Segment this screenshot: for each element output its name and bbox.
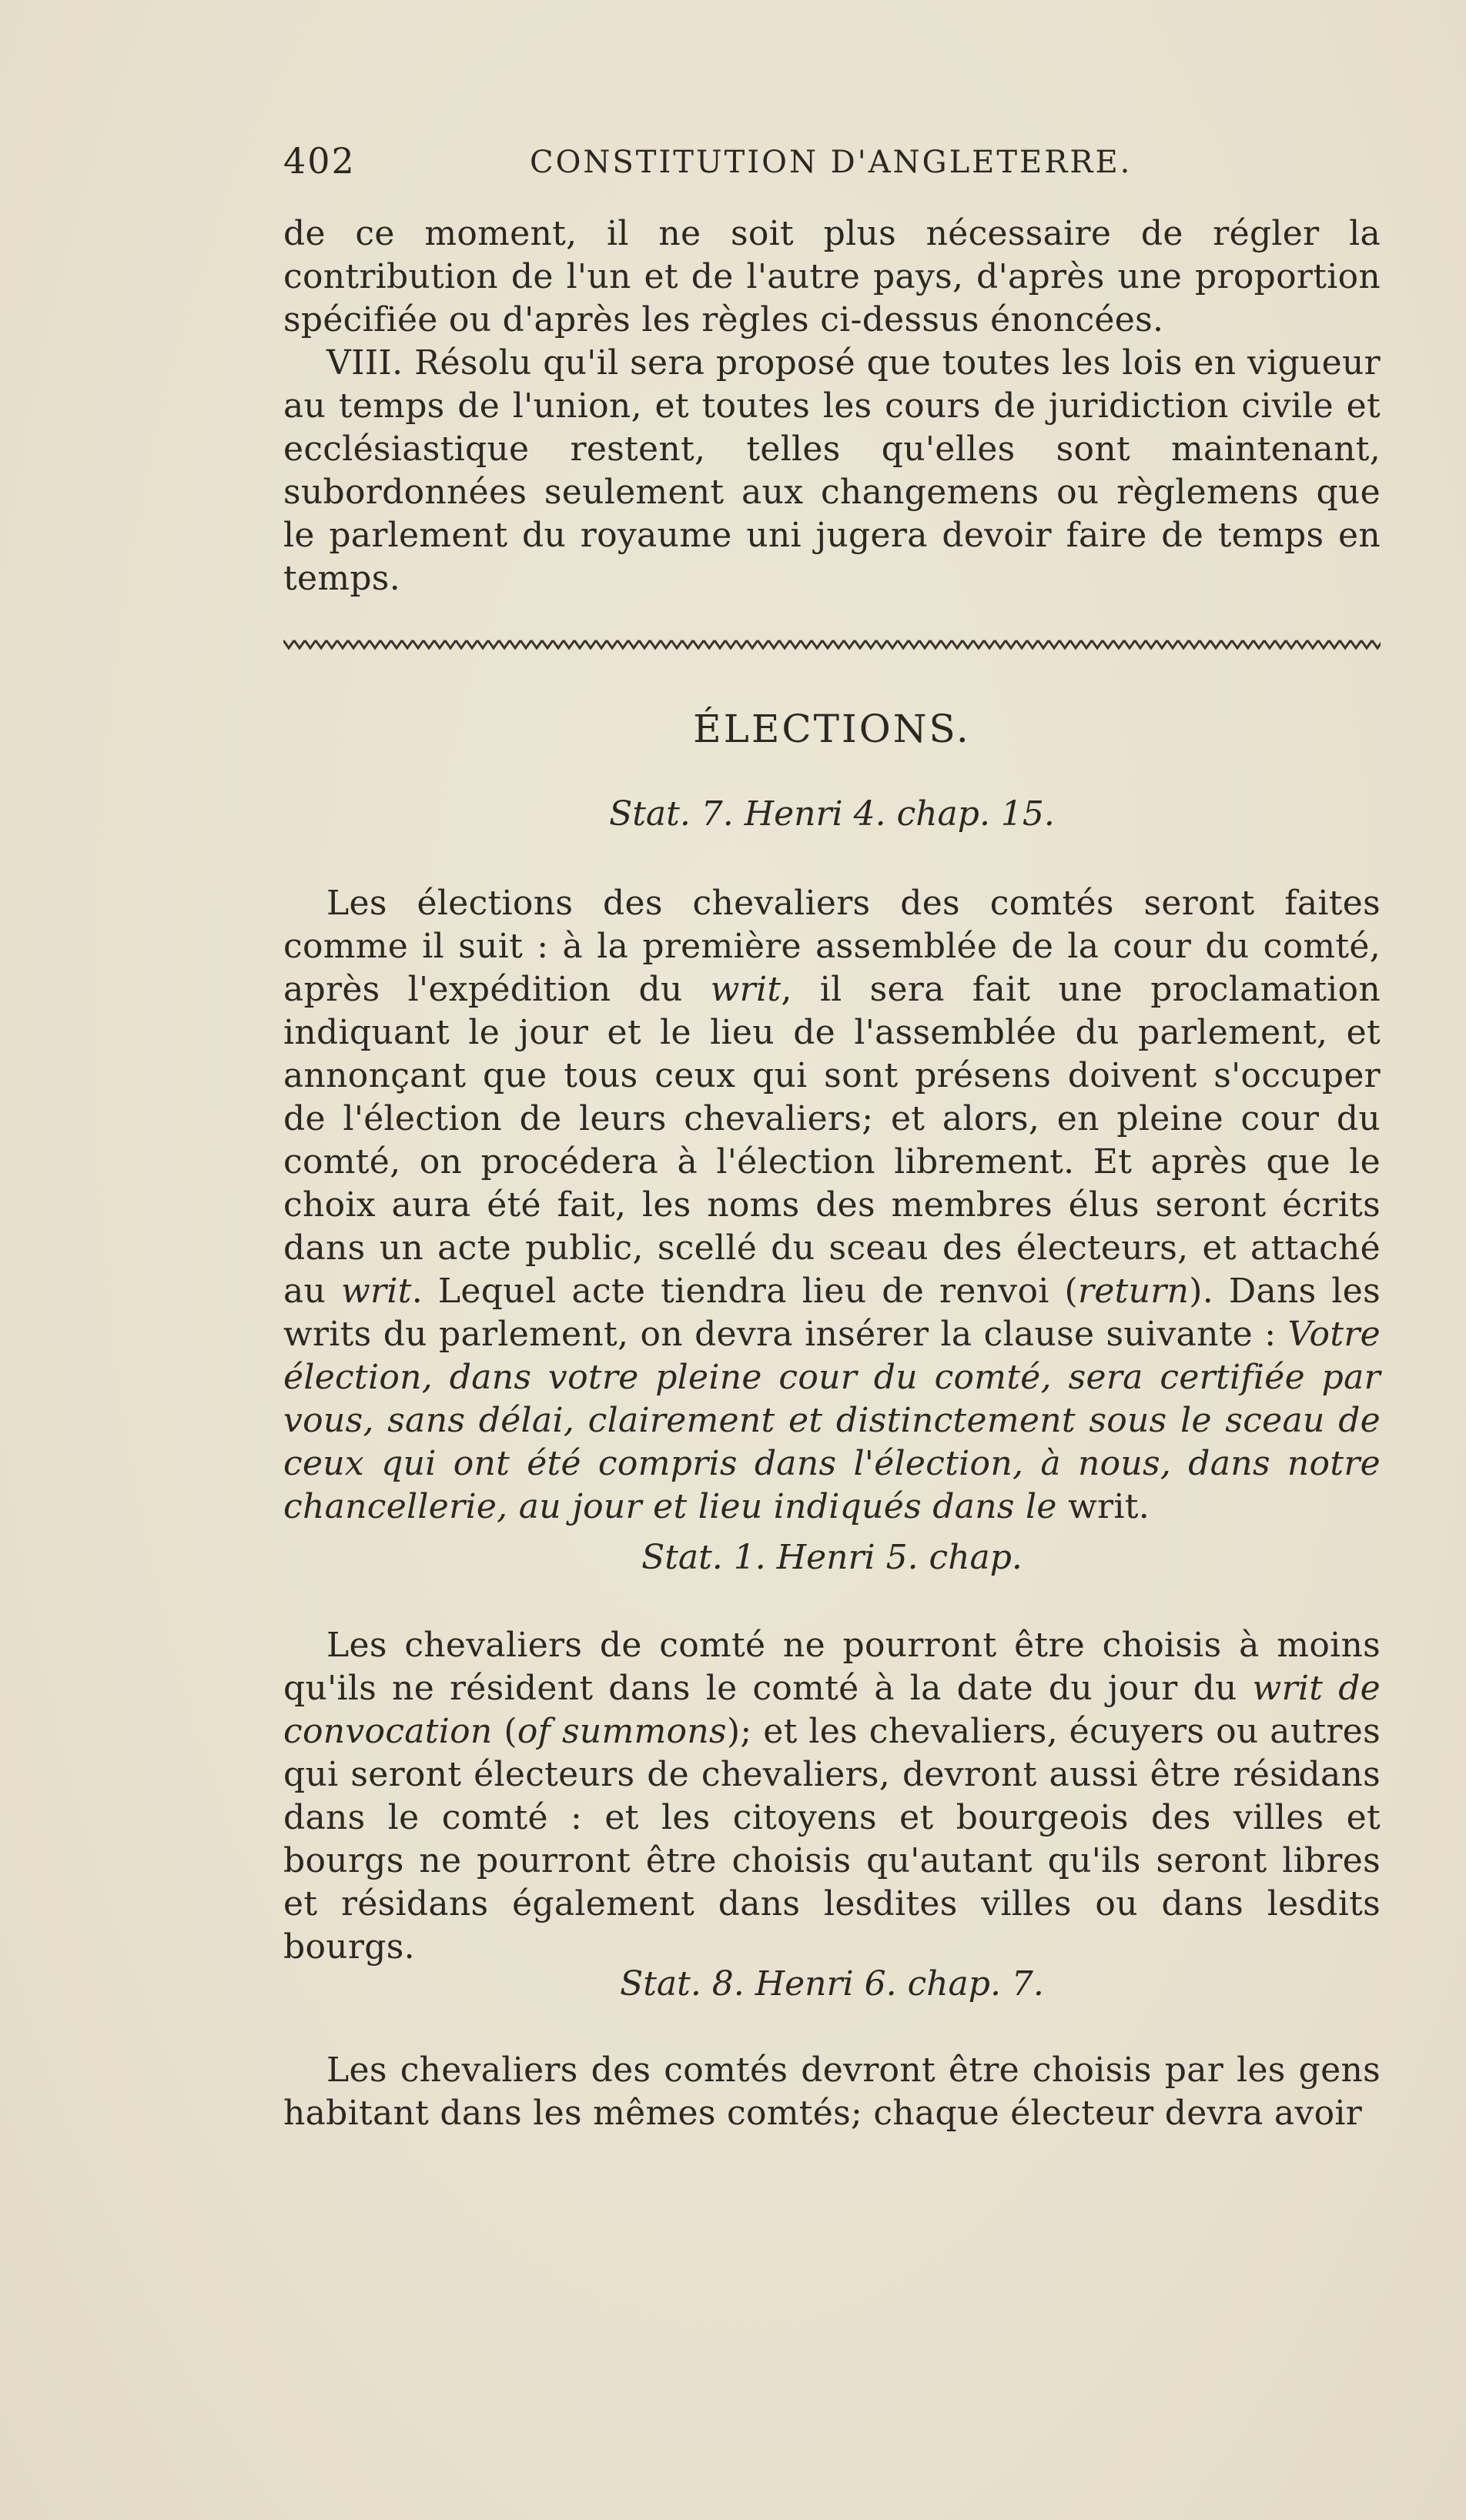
text-fragment: ( [492,1712,517,1751]
paragraph-elections [283,882,1381,1529]
italic-term: writ [341,1272,412,1311]
italic-term: writ de convocation [283,1669,1381,1751]
text-fragment: ); et les chevaliers, écuyers ou autres qui seront électeurs de chevaliers, devront aussi être résidans dans le comté : et les citoyens et bourgeois des villes et bourgs ne pourront être choisis qu'autant qu'ils seront libres et résidans également dans lesdites villes ou dans lesdits bourgs. [283,1712,1381,1967]
italic-clause: Votre élection, dans votre pleine cour du comté, sera certifiée par vous, sans délai, clairement et distinctement sous le sceau de ceux qui ont été compris dans l'élection, à nous, dans notre chancellerie, au jour et lieu indiqués dans le [283,1315,1381,1526]
italic-term: return [1077,1272,1190,1311]
paragraph-residence [283,1624,1381,1969]
italic-term: of summons [517,1712,727,1751]
statute-text-1 [283,882,1381,1529]
text-fragment: ). Dans les writs du parlement, on devra insérer la clause suivante : [283,1272,1381,1354]
paragraph-county-knights: Les chevaliers des comtés devront être choisis par les gens habitant dans les mêmes comtés; chaque électeur devra avoir [283,2050,1381,2133]
paragraph-continuation: de ce moment, il ne soit plus nécessaire de régler la contribution de l'un et de l'autre pays, d'après une proportion spécifiée ou d'après les règles ci-dessus énoncées. [283,214,1381,339]
statute-text-3 [283,2049,1381,2135]
italic-term: writ [710,970,782,1009]
continued-text [283,212,1381,600]
text-fragment: , il sera fait une proclamation indiquant le jour et le lieu de l'assemblée du parlement, et annonçant que tous ceux qui sont présens doivent s'occuper de l'élection de leurs chevaliers; et alors, en pleine cour du comté, on procédera à l'élection librement. Et après que le choix aura été fait, les noms des membres élus seront écrits dans un acte public, scellé du sceau des électeurs, et attaché au [283,970,1381,1311]
running-title: CONSTITUTION D'ANGLETERRE. [530,145,1133,180]
paragraph-resolution-viii: VIII. Résolu qu'il sera proposé que toutes les lois en vigueur au temps de l'union, et toutes les cours de juridiction civile et ecclésiastique restent, telles qu'elles sont maintenant, subordonnées seulement aux changemens ou règlemens que le parlement du royaume uni jugera devoir faire de temps en temps. [283,343,1381,598]
statute-heading-2: Stat. 1. Henri 5. chap. [641,1538,1023,1577]
text-fragment: Les chevaliers de comté ne pourront être choisis à moins qu'ils ne résident dans le comté à la date du jour du [283,1626,1381,1708]
text-fragment: Les élections des chevaliers des comtés seront faites comme il suit : à la première assemblée de la cour du comté, après l'expédition du [283,884,1381,1009]
ornamental-divider [283,636,1381,651]
statute-text-2 [283,1624,1381,1969]
statute-heading-1: Stat. 7. Henri 4. chap. 15. [609,794,1055,834]
page-number: 402 [283,140,356,182]
text-fragment: . Lequel acte tiendra lieu de renvoi ( [411,1272,1078,1311]
running-header [283,140,1207,186]
statute-heading-3: Stat. 8. Henri 6. chap. 7. [620,1964,1044,2004]
divider-rule-graphic [283,636,1381,651]
section-title: ÉLECTIONS. [693,707,971,751]
text-fragment: writ. [1056,1487,1150,1526]
